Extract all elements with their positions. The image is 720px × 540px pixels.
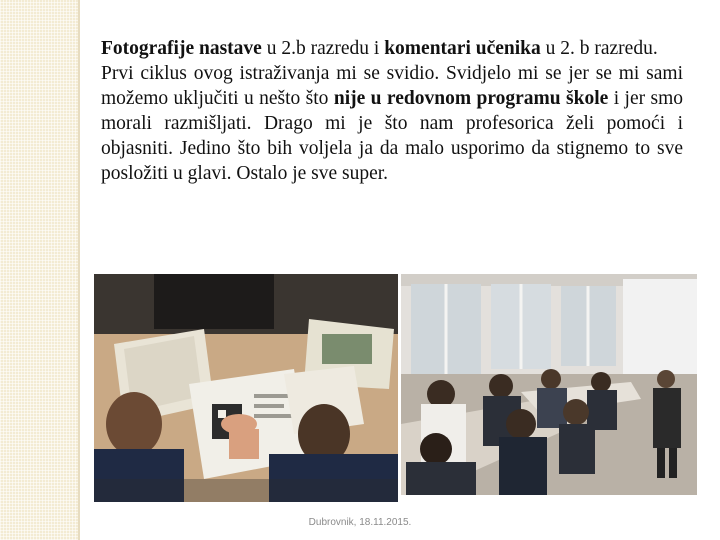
side-strip-edge [78,0,80,540]
paragraph-comment [101,61,683,186]
text-run: u 2. b razredu. [540,38,658,59]
text-run: i jer smo morali razmišljati. Drago mi je što nam profesorica želi pomoći i objasniti. Jedino što bih voljela ja da malo usporimo da stignemo to sve posložiti u glavi. Ostalo je sve super. [101,88,684,184]
photo-students-books [94,274,398,502]
bold-text: Fotografije nastave [101,38,262,59]
text-run: Prvi ciklus ovog istraživanja mi se svidio. Svidjelo mi se jer se mi sami možemo uključiti u nešto što [101,63,683,109]
photo-classroom [401,274,697,495]
decorative-side-strip [0,0,78,540]
text-run: u 2.b razredu i [261,38,385,59]
bold-text: nije u redovnom programu škole [333,88,609,109]
bold-text: komentari učenika [384,38,541,59]
slide-text [101,36,683,186]
footer-date: Dubrovnik, 18.11.2015. [308,517,412,528]
paragraph-title [101,36,683,61]
